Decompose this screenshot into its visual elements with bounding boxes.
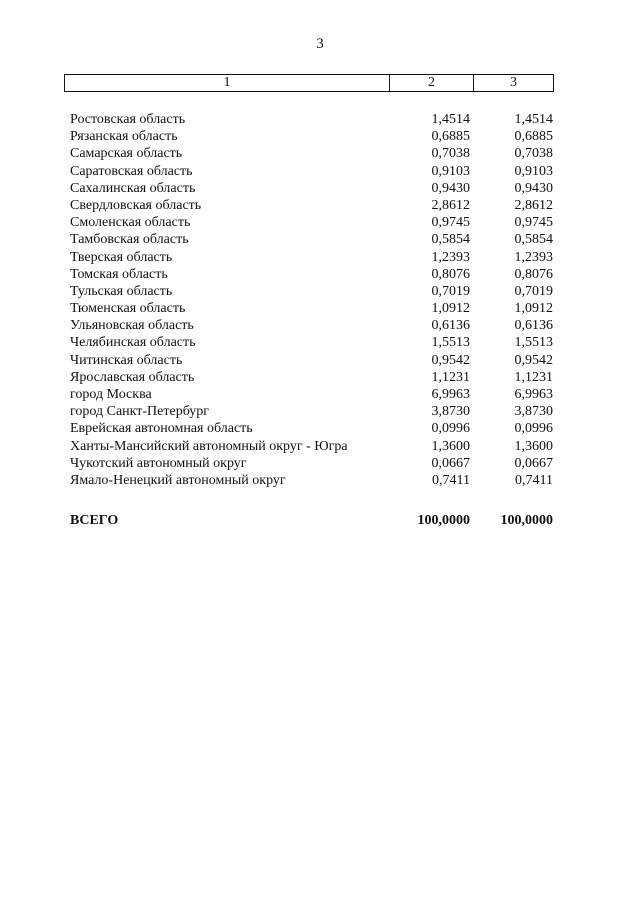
value-col2: 0,0996 bbox=[431, 421, 470, 437]
page-number: 3 bbox=[316, 36, 324, 52]
value-col3: 0,6885 bbox=[514, 129, 553, 145]
table-row bbox=[0, 266, 640, 283]
table-row bbox=[0, 352, 640, 369]
value-col3: 1,1231 bbox=[514, 369, 553, 385]
region-name: Челябинская область bbox=[70, 335, 196, 351]
value-col2: 2,8612 bbox=[431, 197, 470, 213]
value-col3: 0,8076 bbox=[514, 266, 553, 282]
total-label: ВСЕГО bbox=[70, 513, 119, 528]
value-col3: 0,0996 bbox=[514, 421, 553, 437]
region-name: Рязанская область bbox=[70, 129, 178, 145]
value-col2: 0,7038 bbox=[431, 146, 470, 162]
total-col2: 100,0000 bbox=[417, 513, 470, 528]
region-name: Еврейская автономная область bbox=[70, 421, 253, 437]
value-col2: 0,7019 bbox=[431, 283, 470, 299]
region-name: Читинская область bbox=[70, 352, 183, 368]
value-col2: 0,9430 bbox=[431, 180, 470, 196]
table-row bbox=[0, 249, 640, 266]
region-name: Саратовская область bbox=[70, 163, 193, 179]
value-col2: 1,0912 bbox=[431, 301, 470, 317]
value-col2: 0,8076 bbox=[431, 266, 470, 282]
table-row bbox=[0, 334, 640, 351]
table-row bbox=[0, 455, 640, 472]
value-col2: 0,7411 bbox=[432, 472, 470, 488]
value-col2: 6,9963 bbox=[431, 387, 470, 402]
value-col3: 0,0667 bbox=[514, 455, 553, 471]
region-name: Томская область bbox=[70, 266, 168, 282]
table-row bbox=[0, 300, 640, 317]
table-header bbox=[64, 74, 554, 92]
table-row bbox=[0, 111, 640, 128]
region-name: Тюменская область bbox=[70, 301, 186, 317]
value-col2: 0,9745 bbox=[431, 215, 470, 231]
table-row bbox=[0, 403, 640, 420]
table-row bbox=[0, 283, 640, 300]
value-col2: 0,6885 bbox=[431, 129, 470, 145]
value-col3: 0,5854 bbox=[514, 232, 553, 248]
value-col2: 0,9103 bbox=[431, 163, 470, 179]
region-name: Ханты-Мансийский автономный округ - Югра bbox=[70, 438, 348, 454]
region-name: Ульяновская область bbox=[70, 318, 194, 334]
table-row bbox=[0, 386, 640, 403]
region-name: Смоленская область bbox=[70, 215, 191, 231]
region-name: Тамбовская область bbox=[70, 232, 189, 248]
region-name: Ямало-Ненецкий автономный округ bbox=[70, 472, 286, 488]
region-name: Сахалинская область bbox=[70, 180, 196, 196]
value-col3: 0,9430 bbox=[514, 180, 553, 196]
table-row bbox=[0, 317, 640, 334]
region-name: Ростовская область bbox=[70, 112, 186, 127]
value-col3: 0,9542 bbox=[514, 352, 553, 368]
value-col3: 1,5513 bbox=[514, 335, 553, 351]
value-col2: 0,0667 bbox=[431, 455, 470, 471]
table-row bbox=[0, 231, 640, 248]
table-body bbox=[0, 111, 640, 489]
column-header-3: 3 bbox=[510, 75, 517, 90]
value-col2: 0,5854 bbox=[431, 232, 470, 248]
value-col2: 1,4514 bbox=[431, 112, 470, 127]
value-col3: 2,8612 bbox=[514, 197, 553, 213]
value-col3: 1,2393 bbox=[514, 249, 553, 265]
value-col3: 0,9745 bbox=[514, 215, 553, 231]
region-name: город Москва bbox=[70, 387, 152, 402]
value-col3: 1,0912 bbox=[514, 301, 553, 317]
value-col2: 1,1231 bbox=[431, 369, 470, 385]
value-col3: 6,9963 bbox=[514, 387, 553, 402]
column-header-2: 2 bbox=[390, 75, 474, 91]
value-col2: 1,3600 bbox=[431, 438, 470, 454]
region-name: Чукотский автономный округ bbox=[70, 455, 247, 471]
table-row bbox=[0, 472, 640, 489]
value-col3: 0,7019 bbox=[514, 283, 553, 299]
table-row bbox=[0, 438, 640, 455]
value-col3: 0,6136 bbox=[514, 318, 553, 334]
region-name: Тульская область bbox=[70, 283, 173, 299]
table-row bbox=[0, 180, 640, 197]
value-col2: 1,2393 bbox=[431, 249, 470, 265]
total-col3: 100,0000 bbox=[500, 513, 553, 528]
value-col2: 3,8730 bbox=[431, 404, 470, 420]
value-col2: 1,5513 bbox=[431, 335, 470, 351]
value-col3: 1,3600 bbox=[514, 438, 553, 454]
table-row bbox=[0, 145, 640, 162]
value-col3: 0,7411 bbox=[515, 472, 553, 488]
table-row bbox=[0, 197, 640, 214]
value-col2: 0,6136 bbox=[431, 318, 470, 334]
value-col3: 0,9103 bbox=[514, 163, 553, 179]
table-row bbox=[0, 214, 640, 231]
column-header-1: 1 bbox=[65, 75, 390, 91]
table-row bbox=[0, 420, 640, 437]
region-name: Самарская область bbox=[70, 146, 183, 162]
region-name: Тверская область bbox=[70, 249, 173, 265]
value-col2: 0,9542 bbox=[431, 352, 470, 368]
table-row bbox=[0, 128, 640, 145]
value-col3: 1,4514 bbox=[514, 112, 553, 127]
table-row bbox=[0, 369, 640, 386]
total-row bbox=[0, 512, 640, 530]
table-row bbox=[0, 163, 640, 180]
value-col3: 3,8730 bbox=[514, 404, 553, 420]
region-name: Свердловская область bbox=[70, 197, 202, 213]
value-col3: 0,7038 bbox=[514, 146, 553, 162]
region-name: город Санкт-Петербург bbox=[70, 404, 210, 420]
region-name: Ярославская область bbox=[70, 369, 195, 385]
